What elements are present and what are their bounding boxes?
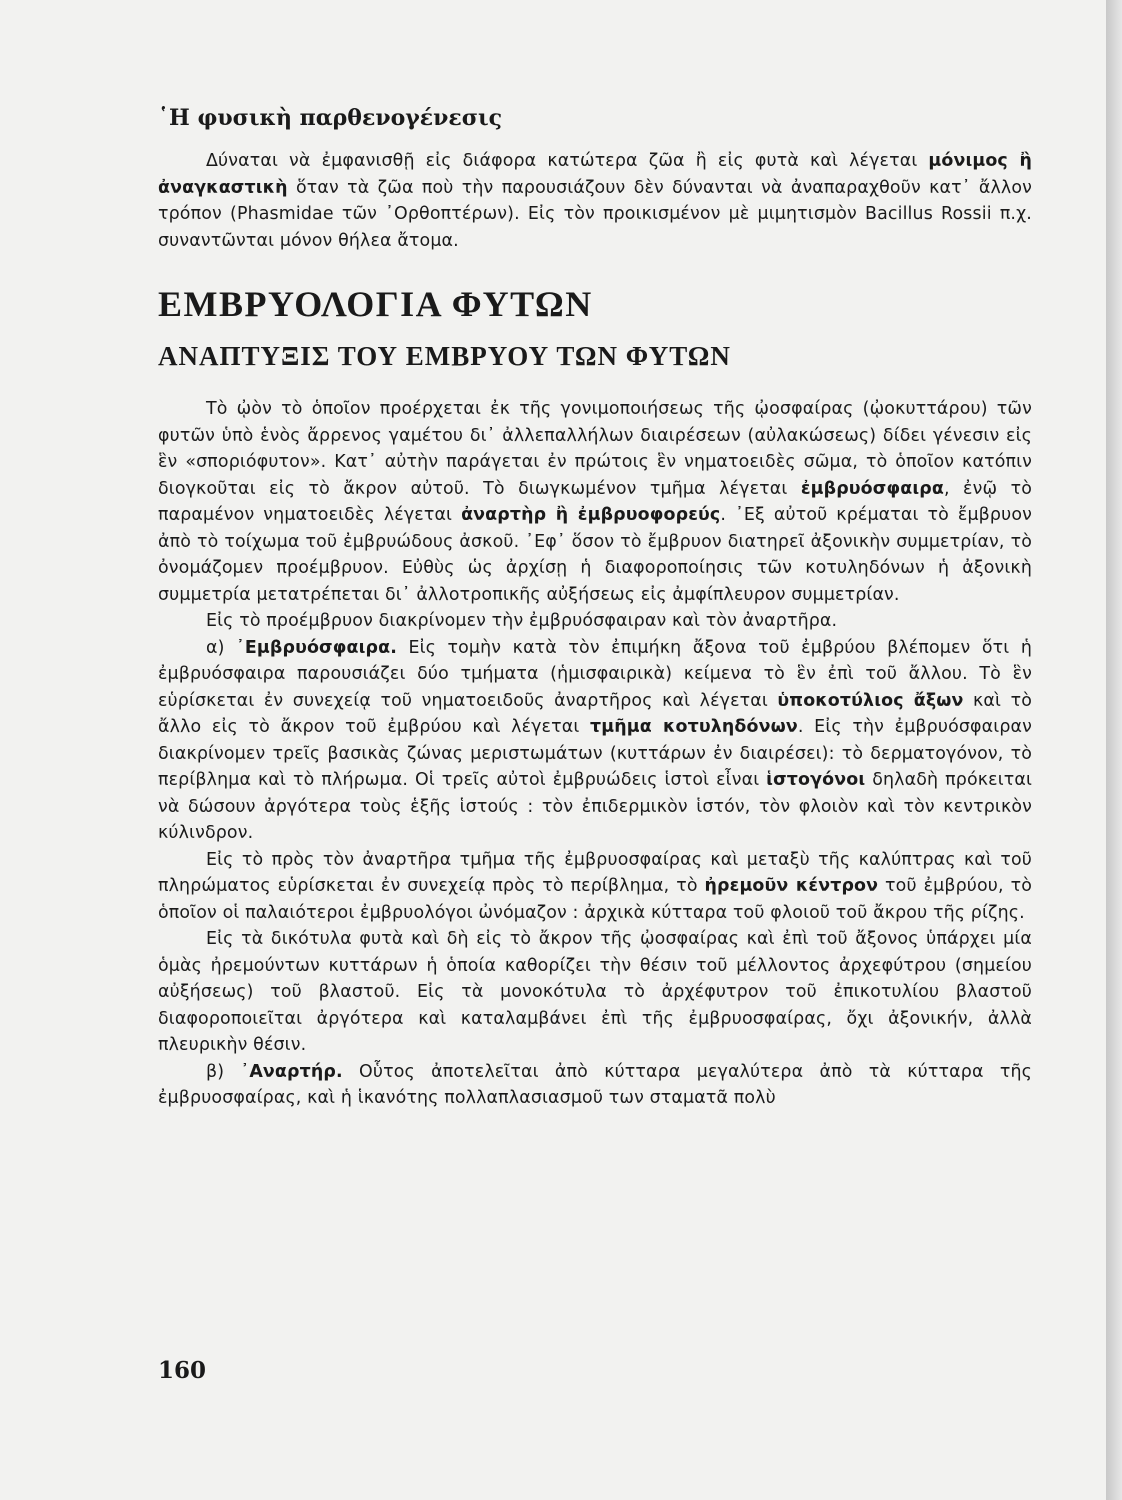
- chapter-subtitle: ΑΝΑΠΤΥΞΙΣ ΤΟΥ ΕΜΒΡΥΟΥ ΤΩΝ ΦΥΤΩΝ: [158, 341, 731, 371]
- text-run: α): [206, 637, 237, 658]
- text-run: ὅταν τὰ ζῶα ποὺ τὴν παρουσιάζουν δὲν δύνανται νὰ ἀναπαραχθοῦν κατ᾽ ἄλλον τρόπον (Phasmidae τῶν ᾽Ορθοπτέρων). Εἰς τὸν προικισμένον μὲ μιμητισμὸν Bacillus Rossii π.χ. συναντῶνται μόνον θήλεα ἄτομα.: [158, 177, 1032, 251]
- bold-term: μόνιμος ἢ ἀναγκαστικὴ: [158, 151, 1032, 198]
- body-paragraph-1: [158, 396, 1032, 608]
- text-run: Οὗτος ἀποτελεῖται ἀπὸ κύτταρα μεγαλύτερα ἀπὸ τὰ κύτταρα τῆς ἐμβρυοσφαίρας, καὶ ἡ ἱκανότης πολλαπλασιασμοῦ των σταματᾶ πολὺ: [158, 1061, 1032, 1108]
- bold-term: ἠρεμοῦν κέντρον: [704, 876, 879, 896]
- page-number: 160: [158, 1357, 207, 1384]
- text-run: . Εἰς τὴν ἐμβρυόσφαιραν διακρίνομεν τρεῖς βασικὰς ζώνας μεριστωμάτων (κυττάρων ἐν διαιρέσει): τὸ δερματογόνον, τὸ περίβλημα καὶ τὸ πλήρωμα. Οἱ τρεῖς αὐτοὶ ἐμβρυώδεις ἱστοὶ εἶναι: [158, 717, 1032, 790]
- body-paragraph-5: Εἰς τὰ δικότυλα φυτὰ καὶ δὴ εἰς τὸ ἄκρον τῆς ᾠοσφαίρας καὶ ἐπὶ τοῦ ἄξονος ὑπάρχει μία ὁμὰς ἠρεμούντων κυττάρων ἡ ὁποία καθορίζει τὴν θέσιν τοῦ μέλλοντος ἀρχεφύτρου (σημείου αὐξήσεως) τοῦ βλαστοῦ. Εἰς τὰ μονοκότυλα τὸ ἀρχέφυτρον τοῦ ἐπικοτυλίου βλαστοῦ διαφοροποιεῖται ἀργότερα καὶ καταλαμβάνει ἐπὶ τῆς ἐμβρυοσφαίρας, ὄχι ἀξονικήν, ἀλλὰ πλευρικὴν θέσιν.: [158, 929, 1032, 1055]
- text-run: β): [206, 1061, 241, 1082]
- bold-term: ἀναρτὴρ ἢ ἐμβρυοφορεύς: [461, 505, 721, 525]
- body-paragraph-6: [158, 1059, 1032, 1112]
- bold-term: τμῆμα κοτυληδόνων: [590, 717, 798, 737]
- body-paragraph-3: [158, 635, 1032, 847]
- text-run: Δύναται νὰ ἐμφανισθῇ εἰς διάφορα κατώτερα ζῶα ἢ εἰς φυτὰ καὶ λέγεται: [206, 151, 929, 171]
- text-run: . ᾽Εξ αὐτοῦ κρέμαται τὸ ἔμβρυον ἀπὸ τὸ τοίχωμα τοῦ ἐμβρυώδους ἀσκοῦ. ᾽Εφ᾽ ὅσον τὸ ἔμβρυον διατηρεῖ ἀξονικὴν συμμετρίαν, τὸ ὀνομάζομεν προέμβρυον. Εὐθὺς ὡς ἀρχίσῃ ἡ διαφοροποίησις τῶν κοτυληδόνων ἡ ἀξονικὴ συμμετρία μετατρέπεται δι᾽ ἀλλοτροπικῆς αὐξήσεως εἰς ἀμφίπλευρον συμμετρίαν.: [158, 505, 1032, 605]
- body-paragraph-2: Εἰς τὸ προέμβρυον διακρίνομεν τὴν ἐμβρυόσφαιραν καὶ τὸν ἀναρτῆρα.: [206, 611, 838, 631]
- text-run: τοῦ ἐμβρύου, τὸ ὁποῖον οἱ παλαιότεροι ἐμβρυολόγοι ὠνόμαζον : ἀρχικὰ κύτταρα τοῦ φλοιοῦ τοῦ ἄκρου τῆς ρίζης.: [158, 876, 1032, 923]
- bold-term: ᾽Αναρτήρ.: [240, 1061, 343, 1082]
- text-run: Εἰς τὸ πρὸς τὸν ἀναρτῆρα τμῆμα τῆς ἐμβρυοσφαίρας καὶ μεταξὺ τῆς καλύπτρας καὶ τοῦ πληρώματος εὑρίσκεται ἐν συνεχείᾳ πρὸς τὸ περίβλημα, τὸ: [158, 849, 1032, 896]
- bold-term: ἱστογόνοι: [766, 770, 866, 790]
- body-paragraph-4: [158, 847, 1032, 927]
- bold-term: ὑποκοτύλιος ἄξων: [777, 690, 964, 711]
- text-run: Εἰς τομὴν κατὰ τὸν ἐπιμήκη ἄξονα τοῦ ἐμβρύου βλέπομεν ὅτι ἡ ἐμβρυόσφαιρα παρουσιάζει δύο τμήματα (ἡμισφαιρικὰ) κείμενα τὸ ἓν ἐπὶ τοῦ ἄλλου. Τὸ ἓν εὑρίσκεται ἐν συνεχείᾳ τοῦ νηματοειδοῦς ἀναρτῆρος καὶ λέγεται: [158, 637, 1032, 711]
- text-run: , ἐνῷ τὸ παραμένον νηματοειδὲς λέγεται: [158, 478, 1032, 525]
- section-heading: ῾Η φυσικὴ παρθενογένεσις: [158, 105, 503, 131]
- page-content: [158, 98, 1032, 1112]
- text-run: Τὸ ᾠὸν τὸ ὁποῖον προέρχεται ἐκ τῆς γονιμοποιήσεως τῆς ᾠοσφαίρας (ᾠοκυττάρου) τῶν φυτῶν ὑπὸ ἑνὸς ἄρρενος γαμέτου δι᾽ ἀλλεπαλλήλων διαιρέσεων (αὐλακώσεως) δίδει γένεσιν εἰς ἓν «σποριόφυτον». Κατ᾽ αὐτὴν παράγεται ἐν πρώτοις ἓν νηματοειδὲς σῶμα, τὸ ὁποῖον κατόπιν διογκοῦται εἰς τὸ ἄκρον αὐτοῦ. Τὸ διωγκωμένον τμῆμα λέγεται: [158, 399, 1032, 499]
- bold-term: ᾽Εμβρυόσφαιρα.: [236, 637, 397, 658]
- text-run: δηλαδὴ πρόκειται νὰ δώσουν ἀργότερα τοὺς ἑξῆς ἱστούς : τὸν ἐπιδερμικὸν ἱστόν, τὸν φλοιὸν καὶ τὸν κεντρικὸν κύλινδρον.: [158, 770, 1032, 843]
- text-run: καὶ τὸ ἄλλο εἰς τὸ ἄκρον τοῦ ἐμβρύου καὶ λέγεται: [158, 690, 1032, 737]
- parthenogenesis-paragraph: [158, 148, 1032, 254]
- chapter-title: ΕΜΒΡΥΟΛΟΓΙΑ ΦΥΤΩΝ: [158, 284, 593, 324]
- book-spine-shadow: [1106, 0, 1122, 1500]
- bold-term: ἐμβρυόσφαιρα: [800, 478, 944, 499]
